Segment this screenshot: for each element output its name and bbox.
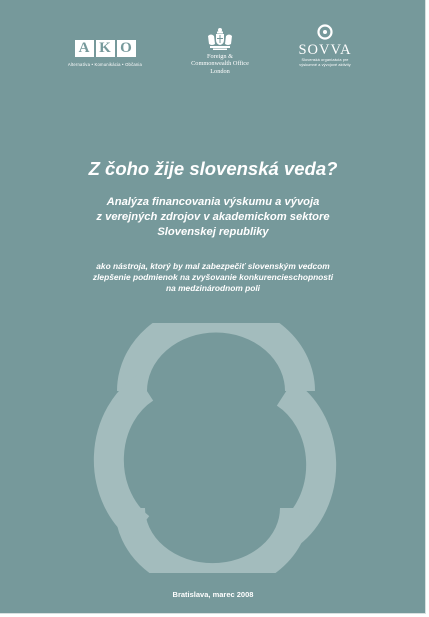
note-line-3: na medzinárodnom poli: [166, 283, 260, 294]
interlocking-rings-emblem: [90, 323, 340, 573]
ako-letter-k: K: [96, 40, 115, 57]
sovva-name: SOVVA: [298, 42, 352, 58]
subtitle-line-2: z verejných zdrojov v akademickom sektore: [96, 211, 330, 223]
fco-logo: [170, 27, 270, 75]
ako-letter-a: A: [75, 40, 94, 57]
report-purpose-note: [60, 261, 366, 295]
page-title: Z čoho žije slovenská veda?: [88, 158, 338, 179]
ako-tagline: Alternatíva • Komunikácia • Občania: [67, 62, 143, 67]
note-line-2: zlepšenie podmienok na zvyšovanie konkurencieschopnosti: [92, 272, 334, 283]
ring-arc-top: [132, 323, 300, 391]
sovva-tagline-2: výskumné a vývojové aktivity: [299, 63, 351, 67]
report-subtitle: [60, 195, 366, 240]
ako-logo: [60, 40, 150, 67]
fco-line-3: London: [210, 67, 230, 75]
royal-crest-icon: [205, 27, 235, 51]
ring-arc-bottom: [130, 508, 295, 573]
place-and-date: Bratislava, marec 2008: [172, 590, 254, 599]
ako-letter-o: O: [117, 40, 136, 57]
fco-line-1: Foreign &: [206, 53, 234, 60]
sovva-tagline-1: Slovenská organizácia pre: [301, 58, 349, 62]
sovva-swirl-icon: [317, 24, 333, 40]
ako-wordmark: [60, 40, 150, 57]
ring-arc-left: [109, 388, 145, 528]
subtitle-line-1: Analýza financovania výskumu a vývoja: [106, 196, 320, 208]
fco-line-2: Commonwealth Office: [191, 60, 249, 68]
sovva-logo: [282, 24, 368, 68]
note-line-1: ako nástroja, ktorý by mal zabezpečiť slovenským vedcom: [96, 261, 330, 271]
subtitle-line-3: Slovenskej republiky: [157, 226, 269, 238]
